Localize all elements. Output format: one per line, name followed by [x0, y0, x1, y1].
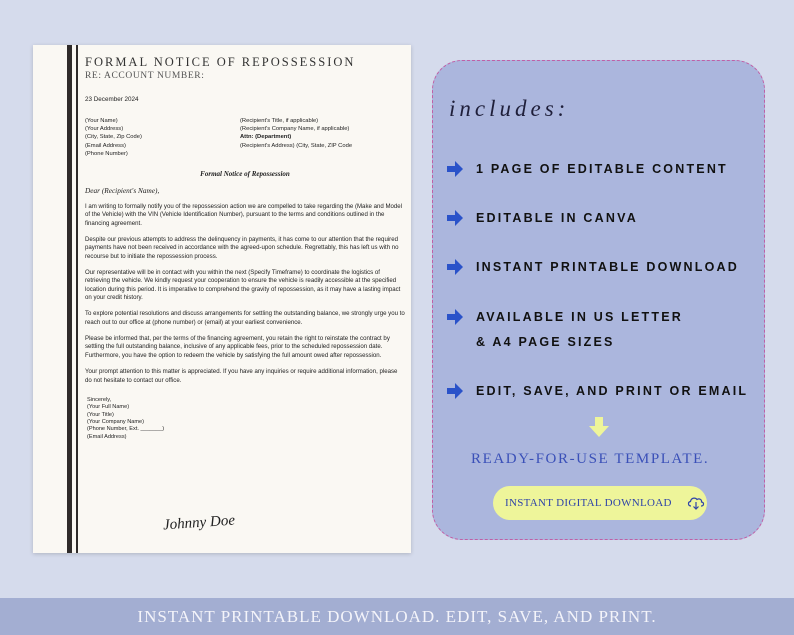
- letter-paragraph: I am writing to formally notify you of the repossession action we are compelled to take regarding the (Make and Model of the Vehicle) with the VIN (Vehicle Identification Number), pursuant to the terms and conditions outlined in the financing agreement.: [85, 203, 403, 227]
- down-arrow-icon: [588, 416, 610, 438]
- right-arrow-icon: [446, 209, 464, 227]
- document-preview: [33, 45, 411, 553]
- footer-banner: [0, 598, 794, 635]
- feature-label: 1 PAGE OF EDITABLE CONTENT: [476, 162, 728, 176]
- decorative-bar: [67, 45, 72, 553]
- feature-label: & A4 PAGE SIZES: [476, 335, 615, 349]
- signoff-line: (Your Company Name): [87, 419, 144, 426]
- right-arrow-icon: [446, 308, 464, 326]
- feature-label: INSTANT PRINTABLE DOWNLOAD: [476, 260, 739, 274]
- decorative-bar-thin: [76, 45, 78, 553]
- document-title: FORMAL NOTICE OF REPOSSESSION: [85, 55, 356, 69]
- right-arrow-icon: [446, 382, 464, 400]
- document-date: 23 December 2024: [85, 96, 139, 103]
- signoff-line: (Phone Number, Ext. _______): [87, 426, 165, 433]
- feature-label: AVAILABLE IN US LETTER: [476, 310, 683, 324]
- letter-paragraph: Your prompt attention to this matter is appreciated. If you have any inquiries or require additional information, please do not hesitate to contact our office.: [85, 368, 398, 384]
- signoff-line: (Your Full Name): [87, 404, 130, 411]
- right-arrow-icon: [446, 160, 464, 178]
- letter-heading: Formal Notice of Repossession: [200, 170, 290, 179]
- salutation: Dear (Recipient's Name),: [85, 186, 160, 196]
- includes-heading: includes:: [449, 96, 570, 121]
- recipient-address-line: Attn: (Department): [240, 134, 292, 141]
- includes-panel: [432, 60, 765, 540]
- feature-label: EDITABLE IN CANVA: [476, 211, 638, 225]
- letter-paragraph: Please be informed that, per the terms of the financing agreement, you retain the right to reinstate the contract by settling the full outstanding balance, inclusive of any applicable fees, prior to the scheduled repossession date. Furthermore, you have the option to redeem the vehicle by satisfying the full amount owed after repossession.: [85, 335, 390, 359]
- signature: Johnny Doe: [162, 512, 236, 534]
- recipient-address: [240, 117, 405, 158]
- recipient-address-line: (Recipient's Address) (City, State, ZIP Code: [240, 142, 353, 149]
- feature-item: [446, 157, 728, 182]
- signoff-line: Sincerely,: [87, 396, 112, 403]
- feature-item: [446, 206, 638, 231]
- instant-download-label: INSTANT DIGITAL DOWNLOAD: [505, 497, 672, 509]
- document-subtitle: RE: ACCOUNT NUMBER:: [85, 71, 205, 81]
- recipient-address-line: (Recipient's Title, if applicable): [240, 118, 319, 124]
- feature-label: EDIT, SAVE, AND PRINT OR EMAIL: [476, 384, 749, 398]
- address-block: [85, 117, 405, 158]
- signoff-block: [87, 397, 405, 441]
- sender-address-line: (City, State, Zip Code): [85, 134, 142, 141]
- signoff-line: (Your Title): [87, 411, 114, 418]
- signoff-line: (Email Address): [87, 433, 127, 440]
- sender-address-line: (Your Address): [85, 126, 124, 133]
- sender-address: [85, 117, 240, 158]
- sender-address-line: (Your Name): [85, 118, 118, 124]
- letter-paragraph: Our representative will be in contact with you within the next (Specify Timeframe) to coordinate the logistics of retrieving the vehicle. We kindly request your cooperation to ensure the vehicle is readily accessible at the specified location during this period. It is imperative to comprehend the gravity of repossession, as it may have a lasting impact on your credit history.: [85, 269, 401, 302]
- letter-paragraph: To explore potential resolutions and discuss arrangements for settling the outstanding balance, we strongly urge you to reach out to our office at (phone number) or (email) at your earliest convenience.: [85, 310, 405, 326]
- cloud-download-icon: [686, 495, 706, 511]
- feature-item: [446, 305, 683, 355]
- sender-address-line: (Email Address): [85, 142, 126, 149]
- recipient-address-line: (Recipient's Company Name, if applicable): [240, 126, 350, 133]
- feature-item: [446, 379, 748, 404]
- sender-address-line: (Phone Number): [85, 150, 128, 157]
- right-arrow-icon: [446, 258, 464, 276]
- ready-label: READY-FOR-USE TEMPLATE.: [471, 451, 710, 467]
- footer-text: INSTANT PRINTABLE DOWNLOAD. EDIT, SAVE, AND PRINT.: [137, 606, 657, 626]
- instant-download-button[interactable]: [493, 486, 707, 520]
- feature-item: [446, 255, 739, 280]
- letter-paragraph: Despite our previous attempts to address the delinquency in payments, it has come to our attention that the required payments have not been received in accordance with the agreed-upon schedule. Regrettably, this has left us with no recourse but to initiate the repossession process.: [85, 236, 399, 260]
